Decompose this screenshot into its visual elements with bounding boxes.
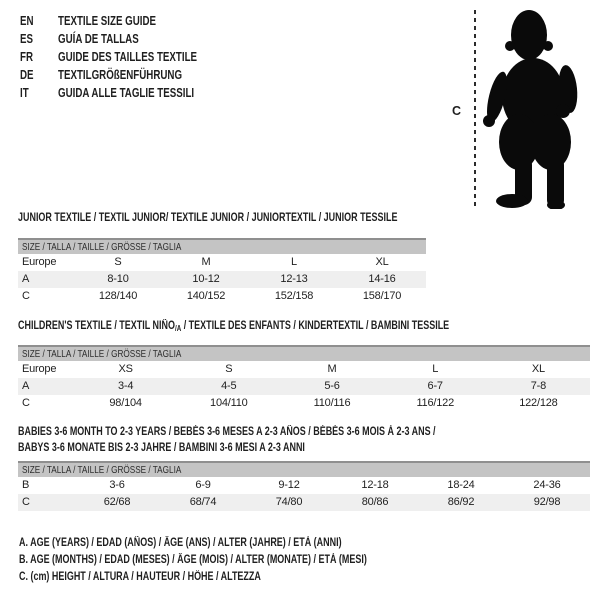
language-label: GUIDE DES TAILLES TEXTILE [58, 50, 198, 64]
legend-line-c: C. (cm) HEIGHT / ALTURA / HAUTEUR / HÖHE / ALTEZZA [19, 571, 261, 583]
babies-size-table [18, 461, 590, 511]
legend-line-a: A. AGE (YEARS) / EDAD (AÑOS) / ÂGE (ANS) / ALTER (JAHRE) / ETÀ (ANNI) [19, 537, 342, 549]
language-code: FR [20, 50, 34, 64]
language-row-fr [20, 48, 236, 66]
row-label: C [22, 397, 30, 409]
table-row-height: C 98/104 104/110 110/116 116/122 122/128 [18, 395, 590, 412]
table-row-age: A 3-4 4-5 5-6 6-7 7-8 [18, 378, 590, 395]
size-header-bar: SIZE / TALLA / TAILLE / GRÖSSE / TAGLIA [18, 461, 590, 477]
row-label: C [22, 290, 30, 302]
junior-section-title: JUNIOR TEXTILE / TEXTIL JUNIOR/ TEXTILE JUNIOR / JUNIORTEXTIL / JUNIOR TESSILE [18, 212, 398, 224]
size-header-bar: SIZE / TALLA / TAILLE / GRÖSSE / TAGLIA [18, 345, 590, 361]
table-row-europe: Europe XS S M L XL [18, 361, 590, 378]
row-label: A [22, 380, 30, 392]
language-label: TEXTILE SIZE GUIDE [58, 14, 157, 28]
language-label: GUÍA DE TALLAS [58, 32, 139, 46]
language-label: GUIDA ALLE TAGLIE TESSILI [58, 86, 195, 100]
language-row-en [20, 12, 236, 30]
row-label: Europe [22, 256, 57, 268]
toddler-silhouette-icon [483, 9, 581, 209]
language-code: IT [20, 86, 29, 100]
size-header-bar: SIZE / TALLA / TAILLE / GRÖSSE / TAGLIA [18, 238, 426, 254]
row-label: B [22, 479, 30, 491]
junior-size-table [18, 238, 426, 305]
height-measure-dashed-line [474, 10, 476, 206]
language-list [20, 12, 236, 102]
language-code: DE [20, 68, 34, 82]
language-row-it [20, 84, 236, 102]
row-label: Europe [22, 363, 57, 375]
language-code: ES [20, 32, 34, 46]
language-label: TEXTILGRÖßENFÜHRUNG [58, 68, 183, 82]
children-size-table [18, 345, 590, 412]
language-code: EN [20, 14, 34, 28]
figure-measure-label: C [452, 104, 462, 118]
title-subscript: /A [174, 324, 182, 333]
table-row-height: C 62/68 68/74 74/80 80/86 86/92 92/98 [18, 494, 590, 511]
table-row-europe: Europe S M L XL [18, 254, 426, 271]
legend-line-b: B. AGE (MONTHS) / EDAD (MESES) / ÂGE (MOIS) / ALTER (MONATE) / ETÀ (MESI) [19, 554, 367, 566]
row-label: A [22, 273, 30, 285]
measurement-legend [19, 535, 465, 586]
language-row-es [20, 30, 236, 48]
language-row-de [20, 66, 236, 84]
table-row-age-months: B 3-6 6-9 9-12 12-18 18-24 24-36 [18, 477, 590, 494]
children-section-title: CHILDREN'S TEXTILE / TEXTIL $NIÑO_{/A}$ / TEXTILE DES ENFANTS / KINDERTEXTIL / BAMBINI TESSILE [18, 320, 450, 333]
babies-section-title: BABIES 3-6 MONTH TO 2-3 YEARS / BEBÉS 3-6 MESES A 2-3 AÑOS / BÉBÉS 3-6 MOIS À 2-3 ANS / BABYS 3-6 MONATE BIS 2-3 JAHRE / BAMBINI 3-6 MESI A 2-3 ANNI [18, 426, 436, 454]
table-row-height: C 128/140 140/152 152/158 158/170 [18, 288, 426, 305]
row-label: C [22, 496, 30, 508]
table-row-age: A 8-10 10-12 12-13 14-16 [18, 271, 426, 288]
